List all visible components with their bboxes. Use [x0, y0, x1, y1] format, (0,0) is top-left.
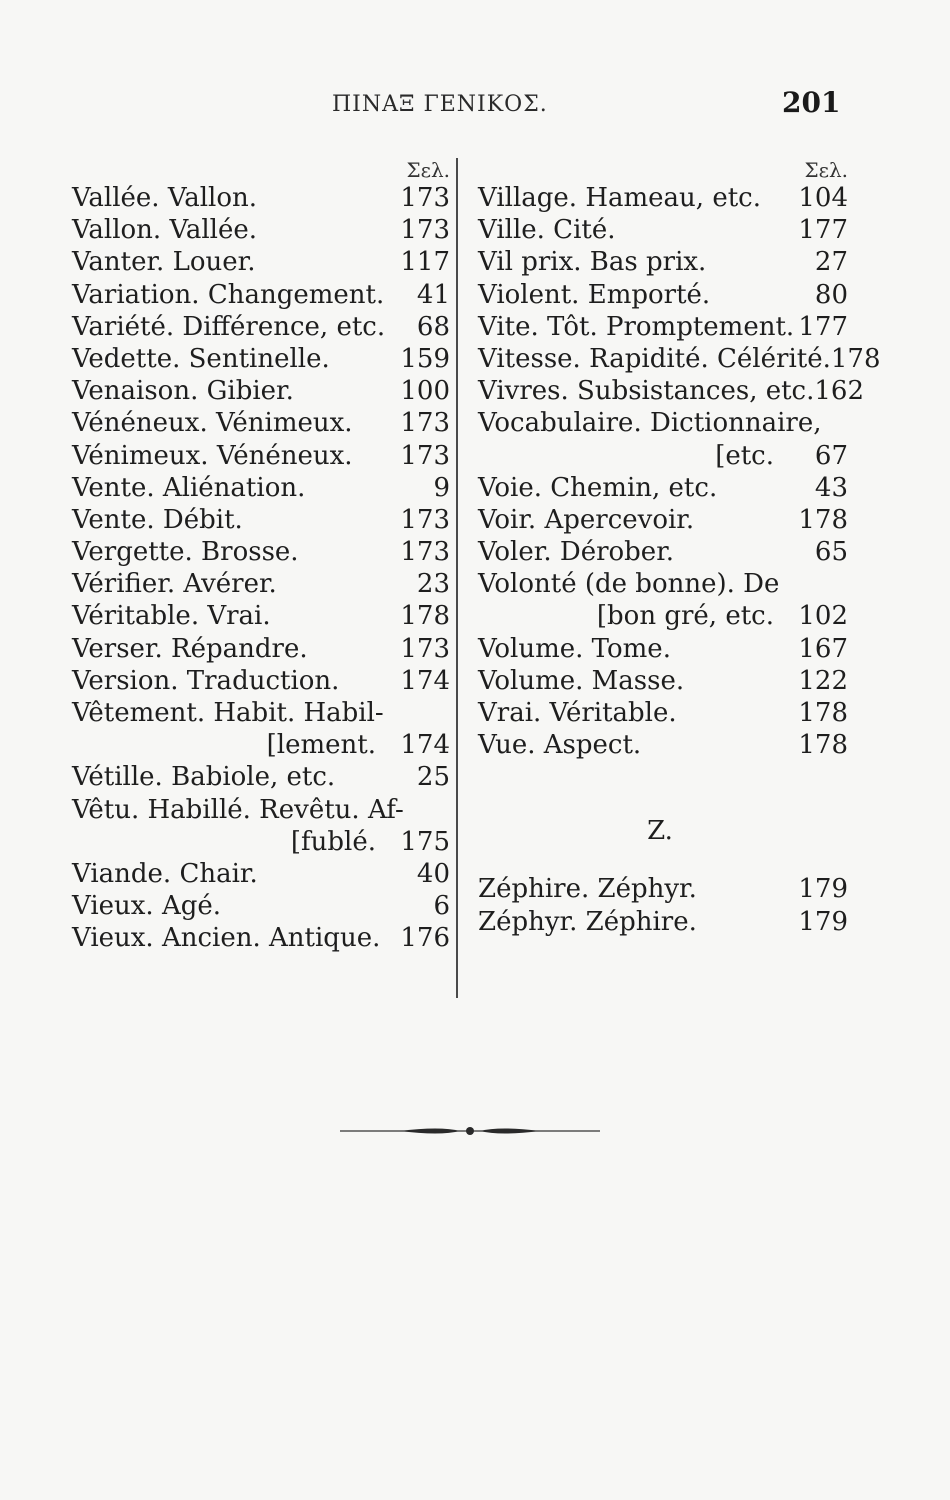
index-entry — [466, 697, 854, 729]
entry-term: Ville. Cité. — [478, 215, 616, 246]
entry-page: 68 — [416, 311, 450, 342]
entry-term: Vallon. Vallée. — [72, 215, 258, 246]
entry-page: 41 — [416, 279, 450, 310]
entry-page: 174 — [400, 730, 450, 761]
entry-page: 67 — [814, 440, 848, 471]
entry-page: 167 — [798, 633, 848, 664]
index-entry — [466, 311, 854, 343]
entry-page: 177 — [798, 311, 848, 342]
entry-page: 100 — [400, 376, 450, 407]
index-entry — [466, 665, 854, 697]
index-entry — [466, 343, 881, 375]
entry-page: 25 — [416, 762, 450, 793]
index-entry — [466, 536, 854, 568]
entry-term: Viande. Chair. — [72, 858, 258, 889]
entry-term: Vêtu. Habillé. Revêtu. Af- — [72, 794, 404, 825]
entry-term: Variété. Différence, etc. — [72, 311, 386, 342]
entry-page: 102 — [798, 601, 848, 632]
entry-page: 173 — [400, 537, 450, 568]
entry-page: 175 — [400, 826, 450, 857]
entry-page: 40 — [416, 858, 450, 889]
entry-term: Variation. Changement. — [72, 279, 385, 310]
index-entry — [60, 697, 456, 729]
entry-page: 43 — [814, 472, 848, 503]
entry-term: [lement. — [266, 730, 376, 761]
index-entry — [60, 440, 456, 472]
right-column — [466, 158, 881, 938]
entry-page: 6 — [433, 891, 450, 922]
entry-page: 179 — [798, 906, 848, 937]
page-number: 201 — [782, 86, 841, 119]
entry-term: Vétille. Babiole, etc. — [72, 762, 336, 793]
index-entry — [60, 246, 456, 278]
index-entry — [60, 343, 456, 375]
entry-term: [fublé. — [290, 826, 376, 857]
left-column-header: Σελ. — [406, 158, 450, 182]
entry-term: Version. Traduction. — [72, 665, 340, 696]
entry-term: Voler. Dérober. — [478, 537, 675, 568]
index-entry — [60, 279, 456, 311]
index-entry — [466, 472, 854, 504]
index-entry — [60, 761, 456, 793]
index-entry — [466, 568, 854, 600]
entry-page: 159 — [400, 343, 450, 374]
index-entry — [60, 922, 456, 954]
entry-page: 80 — [814, 279, 848, 310]
ornament-rule-icon — [340, 1124, 600, 1138]
entry-page: 27 — [814, 247, 848, 278]
index-entry — [60, 536, 456, 568]
running-title: ΠΙΝΑΞ ΓΕΝΙΚΟΣ. — [332, 92, 548, 117]
index-entry — [60, 665, 456, 697]
index-entry — [60, 890, 456, 922]
entry-page: 104 — [798, 183, 848, 213]
column-divider — [456, 158, 458, 998]
entry-term: Vallée. Vallon. — [72, 183, 258, 213]
entry-page: 117 — [400, 247, 450, 278]
index-entry — [466, 214, 854, 246]
entry-term: Volonté (de bonne). De — [478, 569, 780, 600]
entry-page: 179 — [798, 874, 848, 905]
entry-term: Vénimeux. Vénéneux. — [72, 440, 353, 471]
section-letter-z: Z. — [647, 816, 673, 847]
index-entry — [60, 568, 456, 600]
index-entry — [60, 214, 456, 246]
entry-page: 178 — [400, 601, 450, 632]
entry-page: 178 — [830, 343, 881, 374]
entry-term: Vente. Débit. — [72, 504, 243, 535]
entry-term: Verser. Répandre. — [72, 633, 308, 664]
entry-page: 9 — [433, 472, 450, 503]
index-entry — [60, 794, 456, 826]
entry-term: Vergette. Brosse. — [72, 537, 299, 568]
entry-term: Vêtement. Habit. Habil- — [72, 698, 384, 728]
entry-term: Zéphyr. Zéphire. — [478, 906, 697, 937]
index-entry — [466, 407, 854, 439]
index-entry — [466, 246, 854, 278]
entry-page: 173 — [400, 183, 450, 213]
entry-page: 178 — [798, 698, 848, 728]
entry-term: Vrai. Véritable. — [478, 698, 677, 728]
index-entry — [60, 375, 456, 407]
index-entry — [60, 600, 456, 632]
index-entry — [466, 279, 854, 311]
index-entry — [466, 873, 854, 905]
index-entry — [60, 407, 456, 439]
left-column — [60, 158, 456, 955]
entry-page: 178 — [798, 730, 848, 761]
entry-term: Vénéneux. Vénimeux. — [72, 408, 353, 439]
entry-page: 162 — [814, 376, 865, 407]
entry-term: Voie. Chemin, etc. — [478, 472, 718, 503]
right-column-header: Σελ. — [804, 158, 848, 182]
entry-term: Vue. Aspect. — [478, 730, 642, 761]
entry-page: 173 — [400, 408, 450, 439]
index-entry — [466, 375, 865, 407]
entry-term: Vivres. Subsistances, etc. — [478, 376, 815, 407]
entry-term: Violent. Emporté. — [478, 279, 711, 310]
entry-page: 65 — [814, 537, 848, 568]
entry-page: 174 — [400, 665, 450, 696]
index-entry — [466, 633, 854, 665]
entry-term: Village. Hameau, etc. — [478, 183, 761, 213]
entry-page: 173 — [400, 215, 450, 246]
right-entry-list — [466, 182, 881, 761]
entry-page: 177 — [798, 215, 848, 246]
z-entry-list — [466, 873, 854, 937]
entry-term: Vente. Aliénation. — [72, 472, 306, 503]
index-entry — [60, 633, 456, 665]
entry-term: Volume. Tome. — [478, 633, 671, 664]
entry-term: Vedette. Sentinelle. — [72, 343, 330, 374]
entry-page: 178 — [798, 504, 848, 535]
index-entry — [60, 311, 456, 343]
entry-term: Voir. Apercevoir. — [478, 504, 695, 535]
entry-term: Vite. Tôt. Promptement. — [478, 311, 795, 342]
entry-term: [bon gré, etc. — [596, 601, 774, 632]
index-entry — [60, 858, 456, 890]
index-entry — [466, 182, 854, 214]
entry-page: 173 — [400, 440, 450, 471]
index-entry — [60, 182, 456, 214]
entry-page: 173 — [400, 633, 450, 664]
index-entry — [466, 504, 854, 536]
entry-term: Vieux. Agé. — [72, 891, 222, 922]
entry-term: Venaison. Gibier. — [72, 376, 294, 407]
entry-term: [etc. — [715, 440, 774, 471]
entry-page: 176 — [400, 923, 450, 954]
entry-page: 173 — [400, 504, 450, 535]
entry-term: Vanter. Louer. — [72, 247, 256, 278]
entry-term: Zéphire. Zéphyr. — [478, 874, 697, 905]
entry-term: Vitesse. Rapidité. Célérité. — [478, 343, 831, 374]
entry-term: Vil prix. Bas prix. — [478, 247, 707, 278]
index-entry — [466, 729, 854, 761]
index-entry — [60, 504, 456, 536]
entry-term: Volume. Masse. — [478, 665, 685, 696]
index-entry — [466, 600, 854, 632]
index-entry — [466, 906, 854, 938]
entry-page: 23 — [416, 569, 450, 600]
left-entry-list — [60, 182, 456, 955]
entry-page: 122 — [798, 665, 848, 696]
entry-term: Vérifier. Avérer. — [72, 569, 277, 600]
entry-term: Véritable. Vrai. — [72, 601, 271, 632]
index-entry — [60, 826, 456, 858]
entry-term: Vieux. Ancien. Antique. — [72, 923, 381, 954]
entry-term: Vocabulaire. Dictionnaire, — [478, 408, 822, 439]
index-entry — [60, 472, 456, 504]
index-entry — [60, 729, 456, 761]
index-entry — [466, 440, 854, 472]
